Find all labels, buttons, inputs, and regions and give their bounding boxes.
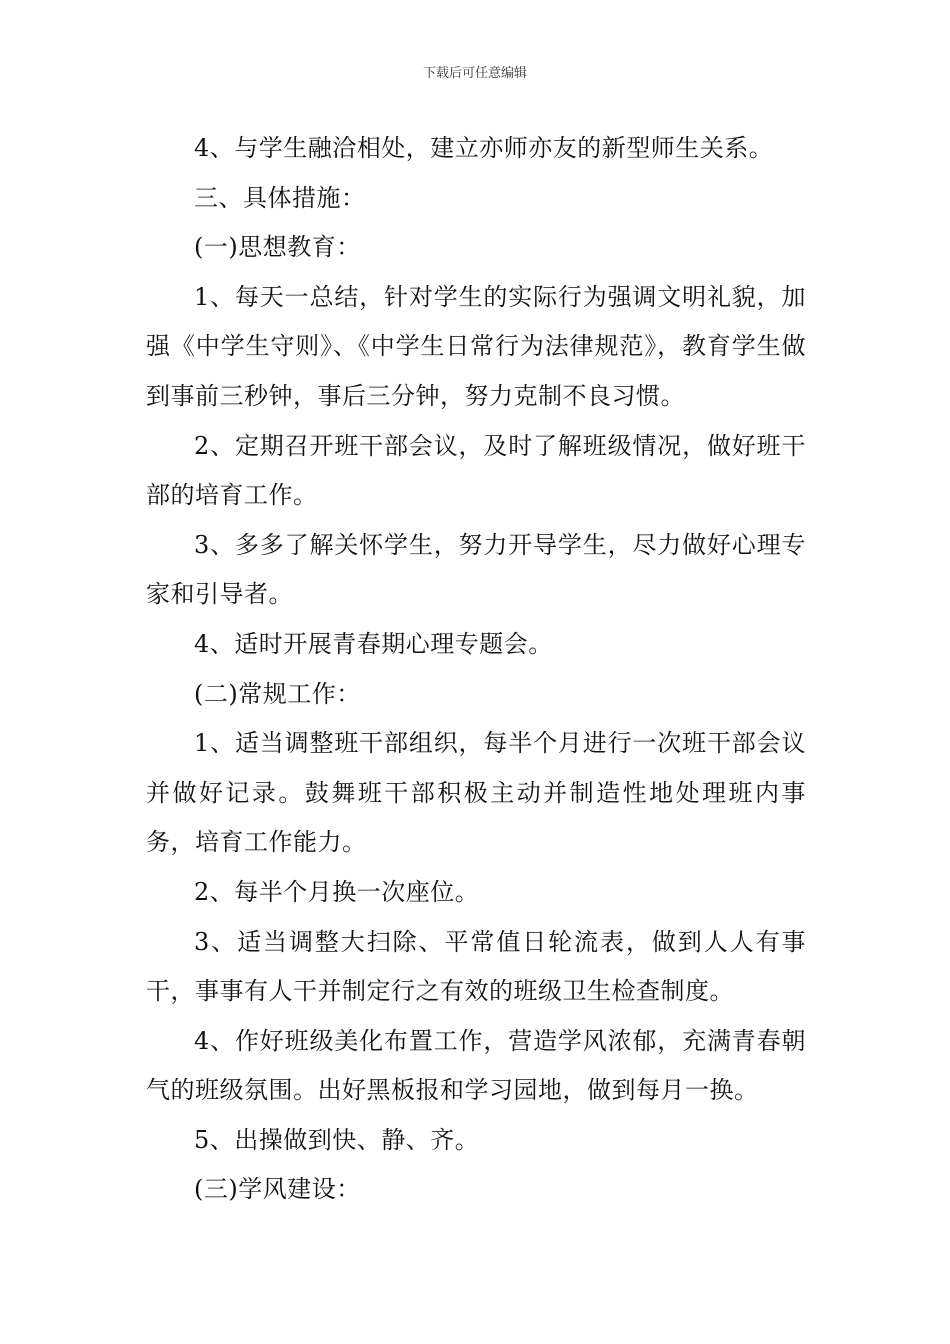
page-header: 下载后可任意编辑 <box>422 66 527 81</box>
paragraph: 2、定期召开班干部会议，及时了解班级情况，做好班干部的培育工作。 <box>146 431 806 510</box>
paragraph: 2、每半个月换一次座位。 <box>194 877 480 906</box>
paragraph: 3、适当调整大扫除、平常值日轮流表，做到人人有事干，事事有人干并制定行之有效的班级卫生检查制度。 <box>146 927 806 1006</box>
paragraph: 1、每天一总结，针对学生的实际行为强调文明礼貌，加强《中学生守则》、《中学生日常行为法律规范》，教育学生做到事前三秒钟，事后三分钟，努力克制不良习惯。 <box>146 282 806 410</box>
subsection-heading: (三)学风建设： <box>194 1175 361 1204</box>
paragraph: 4、作好班级美化布置工作，营造学风浓郁，充满青春朝气的班级氛围。出好黑板报和学习园地，做到每月一换。 <box>146 1026 806 1105</box>
paragraph: 1、适当调整班干部组织，每半个月进行一次班干部会议并做好记录。鼓舞班干部积极主动并制造性地处理班内事务，培育工作能力。 <box>146 729 806 857</box>
paragraph: 5、出操做到快、静、齐。 <box>194 1125 480 1154</box>
subsection-heading: (一)思想教育： <box>194 233 361 262</box>
document-body <box>146 124 806 1215</box>
paragraph: 4、与学生融洽相处，建立亦师亦友的新型师生关系。 <box>194 134 774 162</box>
paragraph: 3、多多了解关怀学生，努力开导学生，尽力做好心理专家和引导者。 <box>146 530 806 609</box>
paragraph: 4、适时开展青春期心理专题会。 <box>194 629 553 658</box>
section-heading: 三、具体措施： <box>194 183 366 212</box>
subsection-heading: (二)常规工作： <box>194 679 361 708</box>
